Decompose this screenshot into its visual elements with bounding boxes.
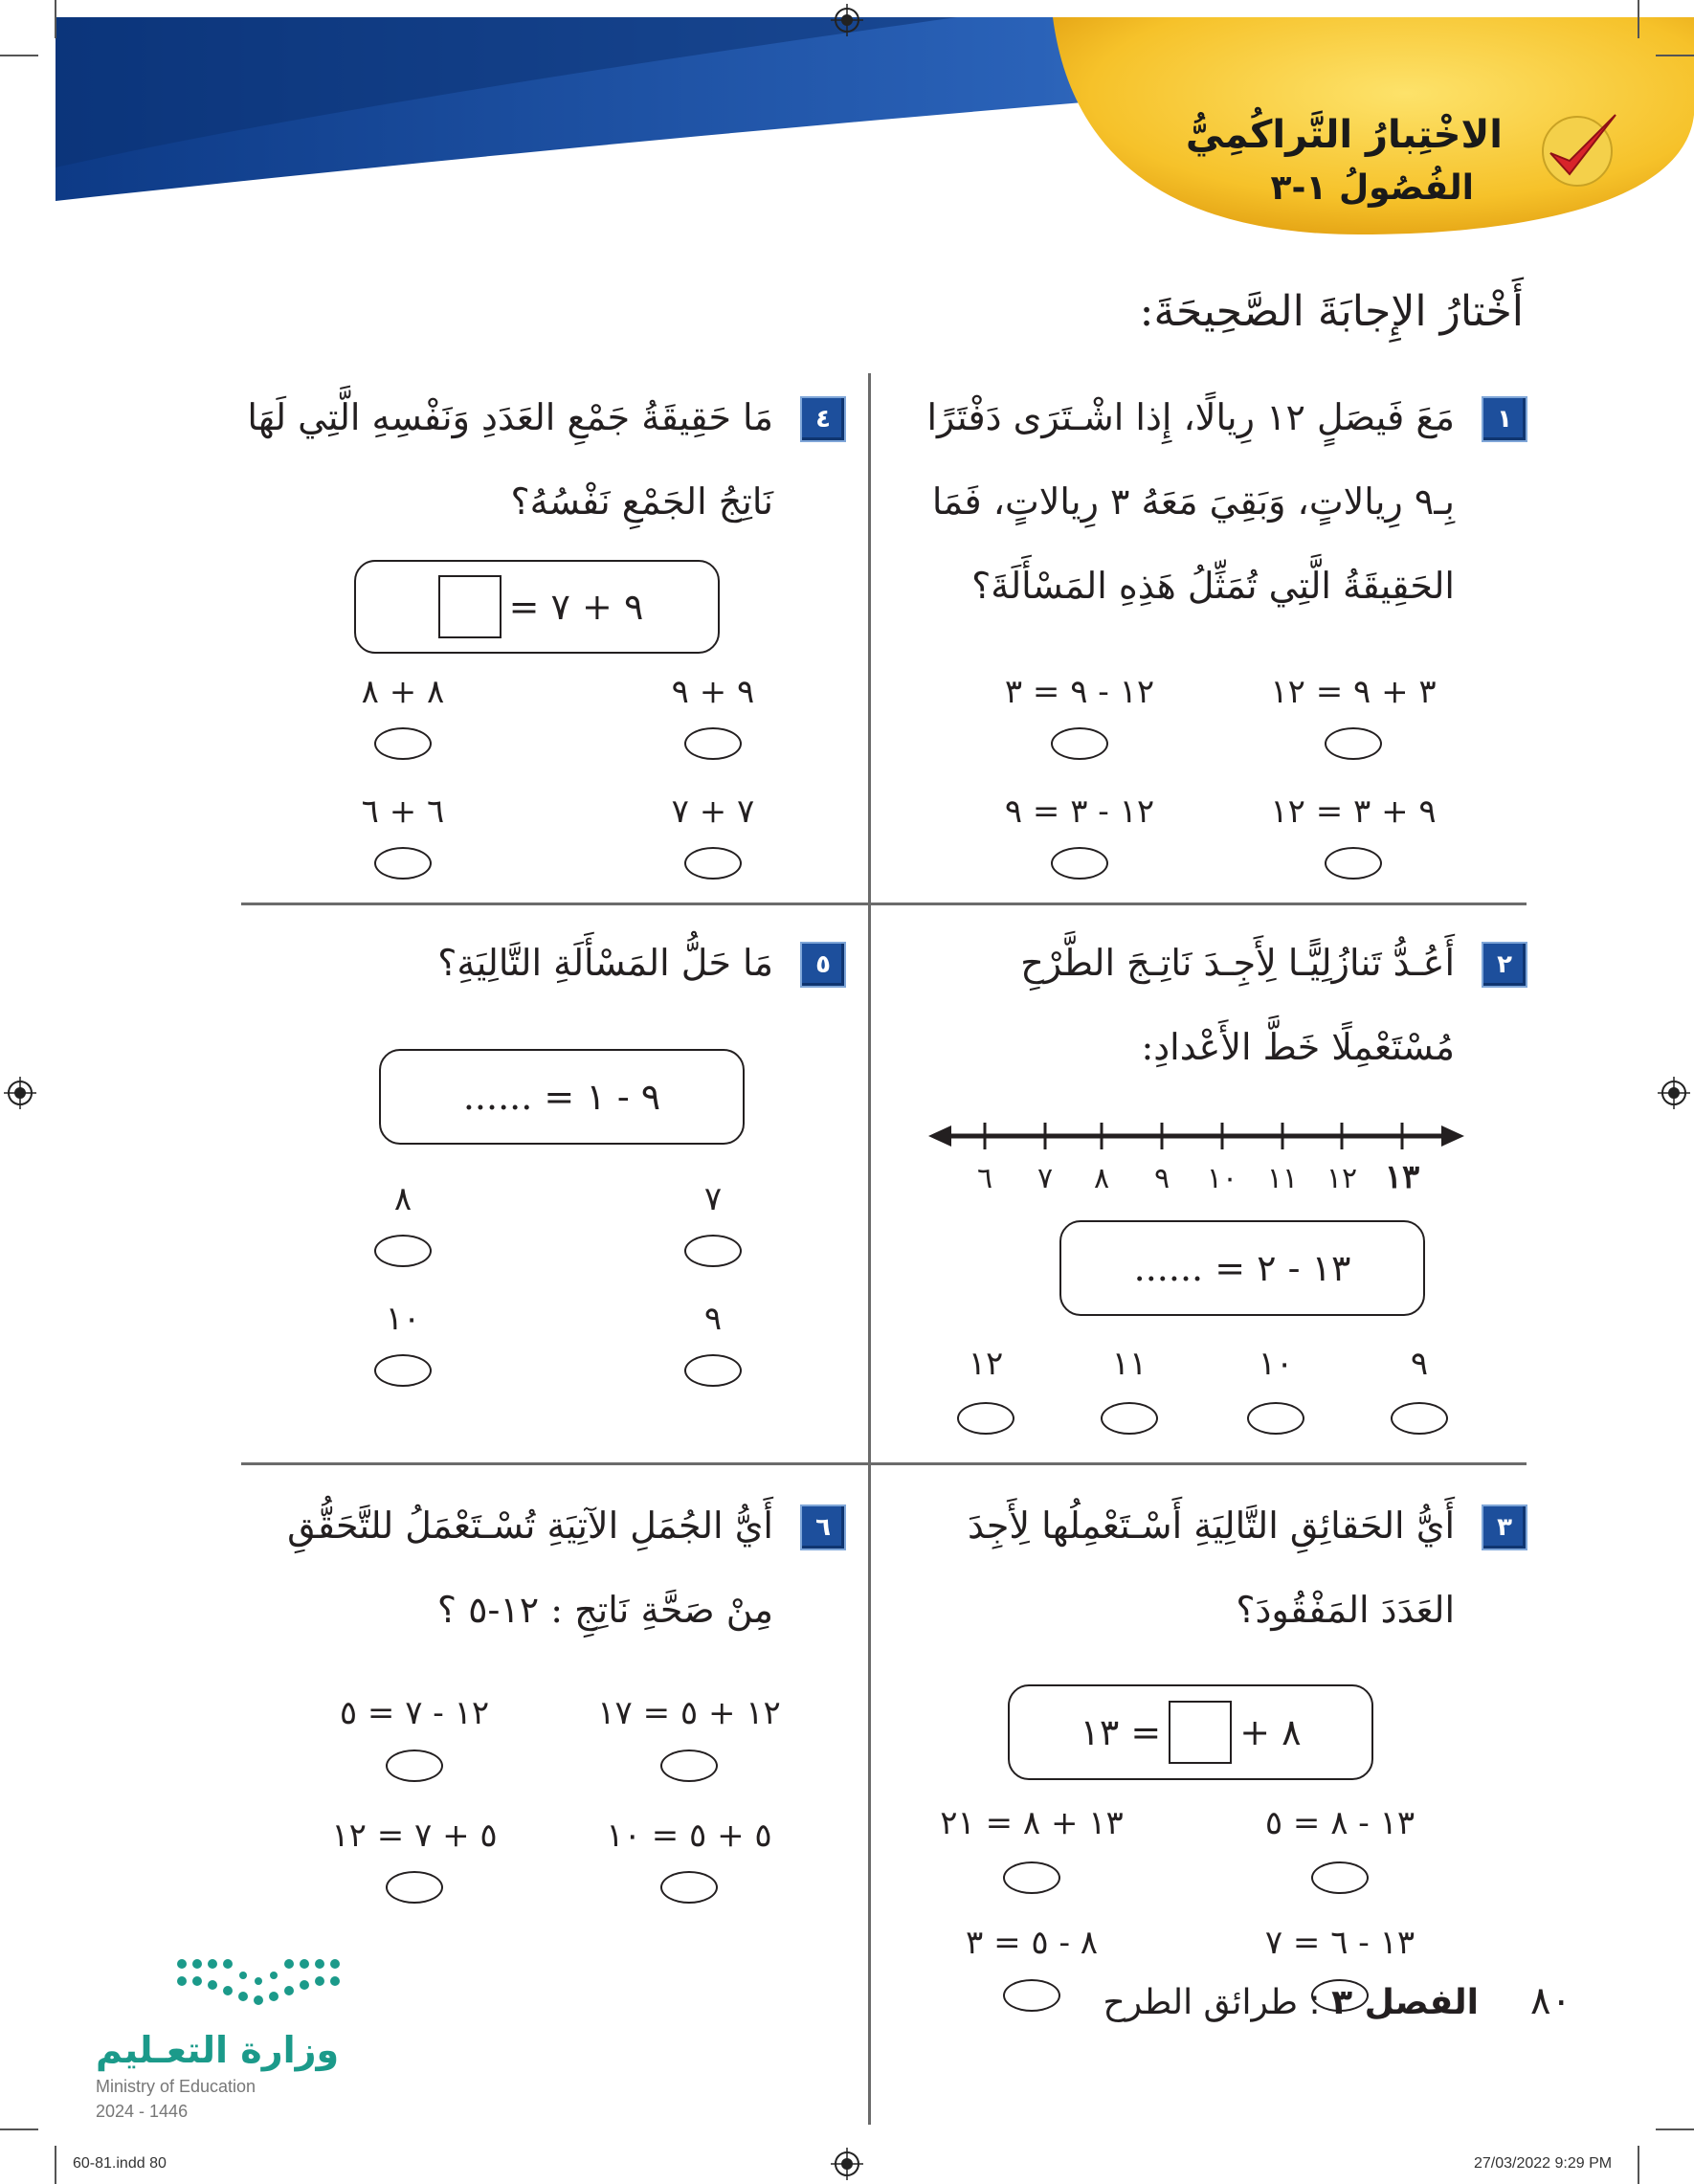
- registration-mark-icon: [831, 2148, 863, 2180]
- ministry-name-arabic: وزارة التعـليم: [96, 2029, 340, 2071]
- q2-equation-box: ١٣ - ٢ = ......: [1059, 1220, 1425, 1316]
- number-line-label-12: ١٢: [1326, 1162, 1358, 1195]
- q2-option-d: ١٢: [968, 1345, 1004, 1383]
- question-6-text: أَيُّ الجُمَلِ الآتِيَةِ تُسْـتَعْمَلُ للتَّحَقُّقِ مِنْ صَحَّةِ نَاتِجِ : ١٢-٥ ؟: [287, 1504, 773, 1631]
- chapter-label: الفصل ٣: [1331, 1983, 1479, 2022]
- q2-bubble-d[interactable]: [957, 1402, 1014, 1435]
- q1-option-d: ١٢ - ٣ = ٩: [1004, 792, 1155, 831]
- crop-mark: [0, 55, 38, 56]
- q2-bubble-a[interactable]: [1391, 1402, 1448, 1435]
- registration-mark-icon: [4, 1077, 36, 1109]
- q6-bubble-d[interactable]: [386, 1871, 443, 1904]
- number-line-label-9: ٩: [1153, 1162, 1170, 1195]
- q4-equation-box: ٩ + ٧ =: [354, 560, 720, 654]
- chapter-title: : طرائق الطرح: [1103, 1983, 1321, 2022]
- test-title: الاخْتِبارُ التَّراكُمِيُّ: [1185, 113, 1503, 157]
- test-subtitle: الفُصُولُ ١-٣: [1270, 168, 1474, 208]
- crop-mark: [55, 2146, 56, 2184]
- q5-option-b: ٨: [393, 1180, 412, 1218]
- q1-bubble-d[interactable]: [1051, 847, 1108, 880]
- q2-option-a: ٩: [1410, 1345, 1429, 1383]
- crop-mark: [1656, 2128, 1694, 2130]
- print-slug-date: 27/03/2022 9:29 PM: [1474, 2155, 1613, 2172]
- q6-option-a: ١٢ + ٥ = ١٧: [597, 1694, 781, 1732]
- q4-bubble-c[interactable]: [684, 847, 742, 880]
- row-divider-2: [241, 1462, 1527, 1465]
- q1-option-a: ٣ + ٩ = ١٢: [1270, 673, 1437, 711]
- q6-bubble-a[interactable]: [660, 1749, 718, 1782]
- print-slug-file: 60-81.indd 80: [73, 2155, 167, 2172]
- q2-bubble-c[interactable]: [1101, 1402, 1158, 1435]
- academic-year: 2024 - 1446: [96, 2102, 189, 2121]
- q4-blank: [438, 575, 502, 638]
- q3-bubble-b[interactable]: [1003, 1861, 1060, 1894]
- q6-bubble-b[interactable]: [386, 1749, 443, 1782]
- check-mark-icon: [1531, 105, 1622, 191]
- q4-option-b: ٨ + ٨: [361, 673, 445, 711]
- row-divider-1: [241, 903, 1527, 905]
- q1-bubble-a[interactable]: [1325, 727, 1382, 760]
- q2-bubble-b[interactable]: [1247, 1402, 1304, 1435]
- number-line-label-13: ١٣: [1384, 1158, 1420, 1196]
- question-5-text: مَا حَلُّ المَسْأَلَةِ التَّالِيَةِ؟: [437, 942, 773, 984]
- q1-option-b: ١٢ - ٩ = ٣: [1004, 673, 1155, 711]
- number-line-label-7: ٧: [1036, 1162, 1054, 1195]
- q3-bubble-d[interactable]: [1003, 1979, 1060, 2012]
- registration-mark-icon: [831, 4, 863, 36]
- q6-option-c: ٥ + ٥ = ١٠: [606, 1816, 772, 1855]
- q5-option-c: ٩: [703, 1300, 723, 1338]
- instruction-heading: أَخْتارُ الإِجابَةَ الصَّحِيحَةَ:: [1139, 287, 1524, 336]
- q4-option-a: ٩ + ٩: [671, 673, 755, 711]
- q1-option-c: ٩ + ٣ = ١٢: [1270, 792, 1437, 831]
- number-line-label-6: ٦: [976, 1162, 993, 1195]
- column-divider: [868, 373, 871, 2125]
- registration-mark-icon: [1658, 1077, 1690, 1109]
- q3-option-c: ١٣ - ٦ = ٧: [1264, 1924, 1415, 1962]
- question-3-text: أَيُّ الحَقائِقِ التَّالِيَةِ أَسْـتَعْمِلُها لِأَجِدَ العَدَدَ المَفْقُودَ؟: [967, 1504, 1455, 1631]
- question-1-number: ١: [1482, 396, 1527, 442]
- q3-equation-box: ٨ + = ١٣: [1008, 1684, 1373, 1780]
- q5-bubble-a[interactable]: [684, 1235, 742, 1267]
- q4-bubble-a[interactable]: [684, 727, 742, 760]
- question-2-number: ٢: [1482, 942, 1527, 988]
- chapter-footer: [1103, 1983, 1479, 2022]
- q5-equation-box: ٩ - ١ = ......: [379, 1049, 745, 1145]
- question-2-text: أَعُـدُّ تَنازُلِيًّـا لِأَجِـدَ نَاتِـجَ الطَّرْحِ مُسْتَعْمِلًا خَطَّ الأَعْدادِ:: [1020, 942, 1455, 1068]
- q2-option-c: ١١: [1111, 1345, 1148, 1383]
- q6-option-d: ٥ + ٧ = ١٢: [331, 1816, 498, 1855]
- crop-mark: [0, 2128, 38, 2130]
- q6-option-b: ١٢ - ٧ = ٥: [339, 1694, 490, 1732]
- number-line: [928, 1112, 1464, 1160]
- q3-bubble-a[interactable]: [1311, 1861, 1369, 1894]
- q5-option-d: ١٠: [385, 1300, 421, 1338]
- page-number: ٨٠: [1530, 1979, 1571, 2023]
- question-1-text: مَعَ فَيصَلٍ ١٢ رِيالًا، إِذا اشْـتَرَى دَفْتَرًا بِـ٩ رِيالاتٍ، وَبَقِيَ مَعَهُ ٣ رِيالاتٍ، فَمَا الحَقِيقَةُ الَّتِي تُمَثِّلُ هَذِهِ المَسْأَلَةَ؟: [926, 396, 1455, 607]
- q3-option-a: ١٣ - ٨ = ٥: [1264, 1804, 1415, 1842]
- crop-mark: [1638, 2146, 1639, 2184]
- q5-bubble-d[interactable]: [374, 1354, 432, 1387]
- q5-bubble-c[interactable]: [684, 1354, 742, 1387]
- q3-blank: [1169, 1701, 1232, 1764]
- question-4-text: مَا حَقِيقَةُ جَمْعِ العَدَدِ وَنَفْسِهِ الَّتِي لَهَا نَاتِجُ الجَمْعِ نَفْسُهُ؟: [247, 396, 773, 523]
- question-4-number: ٤: [800, 396, 846, 442]
- q2-option-b: ١٠: [1258, 1345, 1294, 1383]
- q1-bubble-c[interactable]: [1325, 847, 1382, 880]
- q4-option-c: ٧ + ٧: [671, 792, 755, 831]
- q3-option-b: ١٣ + ٨ = ٢١: [940, 1804, 1124, 1842]
- q5-option-a: ٧: [703, 1180, 723, 1218]
- q1-bubble-b[interactable]: [1051, 727, 1108, 760]
- q5-bubble-b[interactable]: [374, 1235, 432, 1267]
- q3-option-d: ٨ - ٥ = ٣: [965, 1924, 1099, 1962]
- question-3-number: ٣: [1482, 1504, 1527, 1550]
- ministry-name-english: Ministry of Education: [96, 2077, 256, 2096]
- number-line-label-11: ١١: [1266, 1162, 1299, 1195]
- q4-bubble-d[interactable]: [374, 847, 432, 880]
- crop-mark: [1638, 0, 1639, 38]
- question-6-number: ٦: [800, 1504, 846, 1550]
- number-line-label-10: ١٠: [1206, 1162, 1238, 1195]
- crop-mark: [1656, 55, 1694, 56]
- number-line-label-8: ٨: [1093, 1162, 1110, 1195]
- q4-option-d: ٦ + ٦: [361, 792, 445, 831]
- crop-mark: [55, 0, 56, 38]
- question-5-number: ٥: [800, 942, 846, 988]
- ministry-logo-icon: [172, 1952, 345, 2019]
- q6-bubble-c[interactable]: [660, 1871, 718, 1904]
- q4-bubble-b[interactable]: [374, 727, 432, 760]
